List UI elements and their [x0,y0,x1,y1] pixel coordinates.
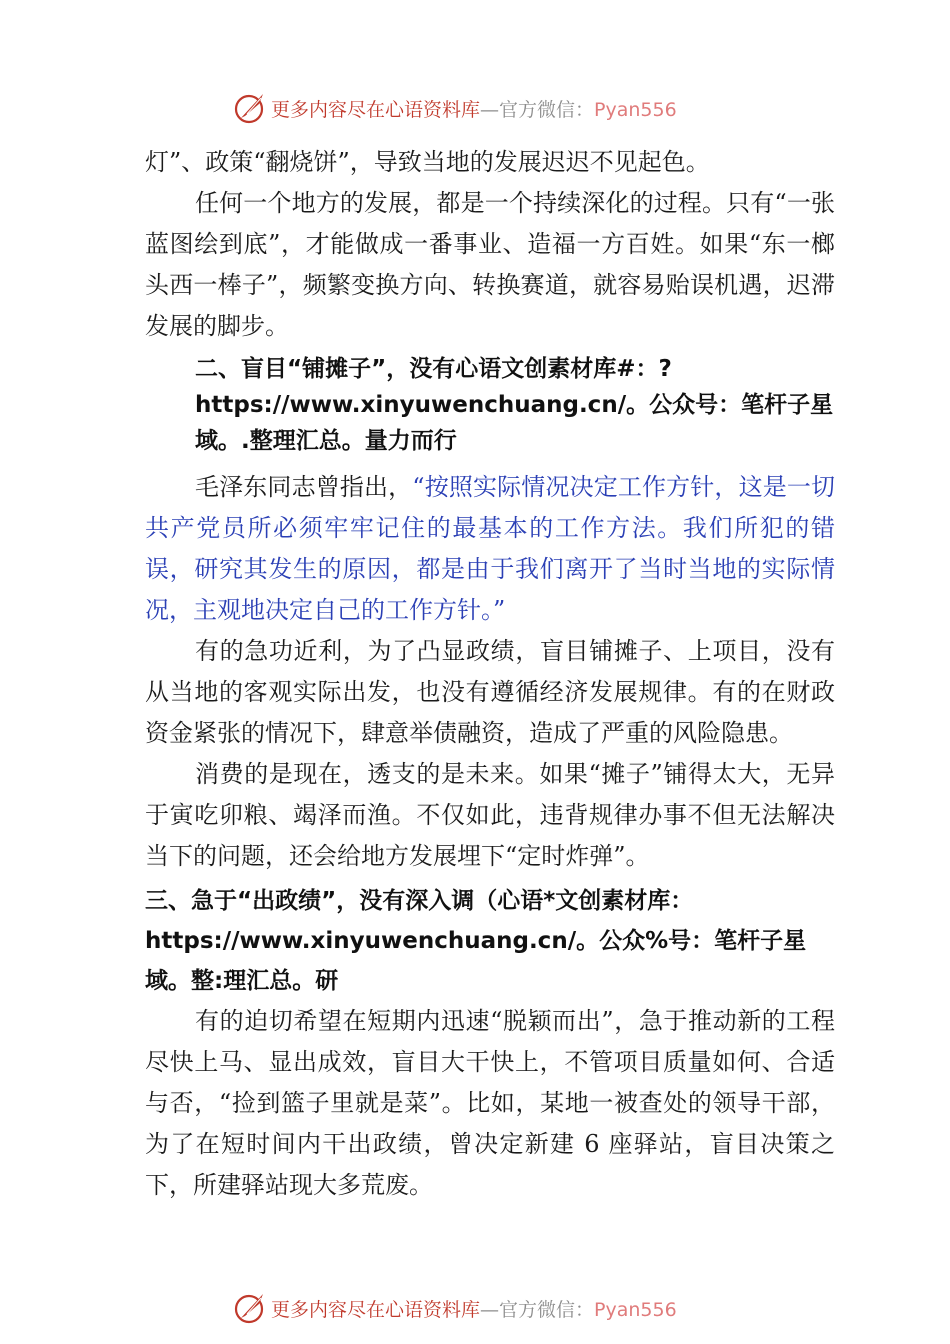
quill-pen-seal-icon [233,1290,269,1326]
banner-label: 官方微信： [499,1298,595,1321]
mao-quote: “按照实际情况决定工作方针，这是一切共产党员所必须牢牢记住的最基本的工作方法。我们所犯的错误，研究其发生的原因，都是由于我们离开了当时当地的实际情况，主观地决定自己的工作方针。” [145,473,835,624]
section-heading-2: 二、盲目“铺摊子”，没有心语文创素材库#：?https://www.xinyuwenchuang.cn/。公众号：笔杆子星域。.整理汇总。量力而行 [195,356,834,454]
banner-text [271,1295,677,1322]
paragraph-5: 消费的是现在，透支的是未来。如果“摊子”铺得太大，无异于寅吃卯粮、竭泽而渔。不仅如此，违背规律办事不但无法解决当下的问题，还会给地方发展埋下“定时炸弹”。 [145,760,835,870]
banner-wechat-id: Pyan556 [594,98,677,121]
banner-title: 更多内容尽在心语资料库 [271,1298,481,1321]
banner-title: 更多内容尽在心语资料库 [271,98,481,121]
banner-text [271,95,677,122]
quill-pen-seal-icon [233,90,269,126]
paragraph-3 [145,467,835,631]
section-heading-3: 三、急于“出政绩”，没有深入调（心语*文创素材库：https://www.xinyuwenchuang.cn/。公众%号：笔杆子星域。整:理汇总。研 [145,888,807,994]
header-watermark-banner [233,88,753,128]
banner-dash: — [480,1298,500,1321]
paragraph-1: 灯”、政策“翻烧饼”，导致当地的发展迟迟不见起色。 [145,148,710,176]
banner-dash: — [480,98,500,121]
footer-watermark-banner [233,1288,753,1328]
banner-wechat-id: Pyan556 [594,1298,677,1321]
paragraph-3-intro: 毛泽东同志曾指出， [195,473,413,501]
paragraph-2: 任何一个地方的发展，都是一个持续深化的过程。只有“一张蓝图绘到底”，才能做成一番事业、造福一方百姓。如果“东一榔头西一棒子”，频繁变换方向、转换赛道，就容易贻误机遇，迟滞发展的脚步。 [145,189,835,340]
paragraph-4: 有的急功近利，为了凸显政绩，盲目铺摊子、上项目，没有从当地的客观实际出发，也没有遵循经济发展规律。有的在财政资金紧张的情况下，肆意举债融资，造成了严重的风险隐患。 [145,637,835,747]
document-body [145,142,835,1206]
paragraph-6: 有的迫切希望在短期内迅速“脱颖而出”，急于推动新的工程尽快上马、显出成效，盲目大干快上，不管项目质量如何、合适与否，“捡到篮子里就是菜”。比如，某地一被查处的领导干部，为了在短时间内干出政绩，曾决定新建 6 座驿站，盲目决策之下，所建驿站现大多荒废。 [145,1007,835,1199]
banner-label: 官方微信： [499,98,595,121]
